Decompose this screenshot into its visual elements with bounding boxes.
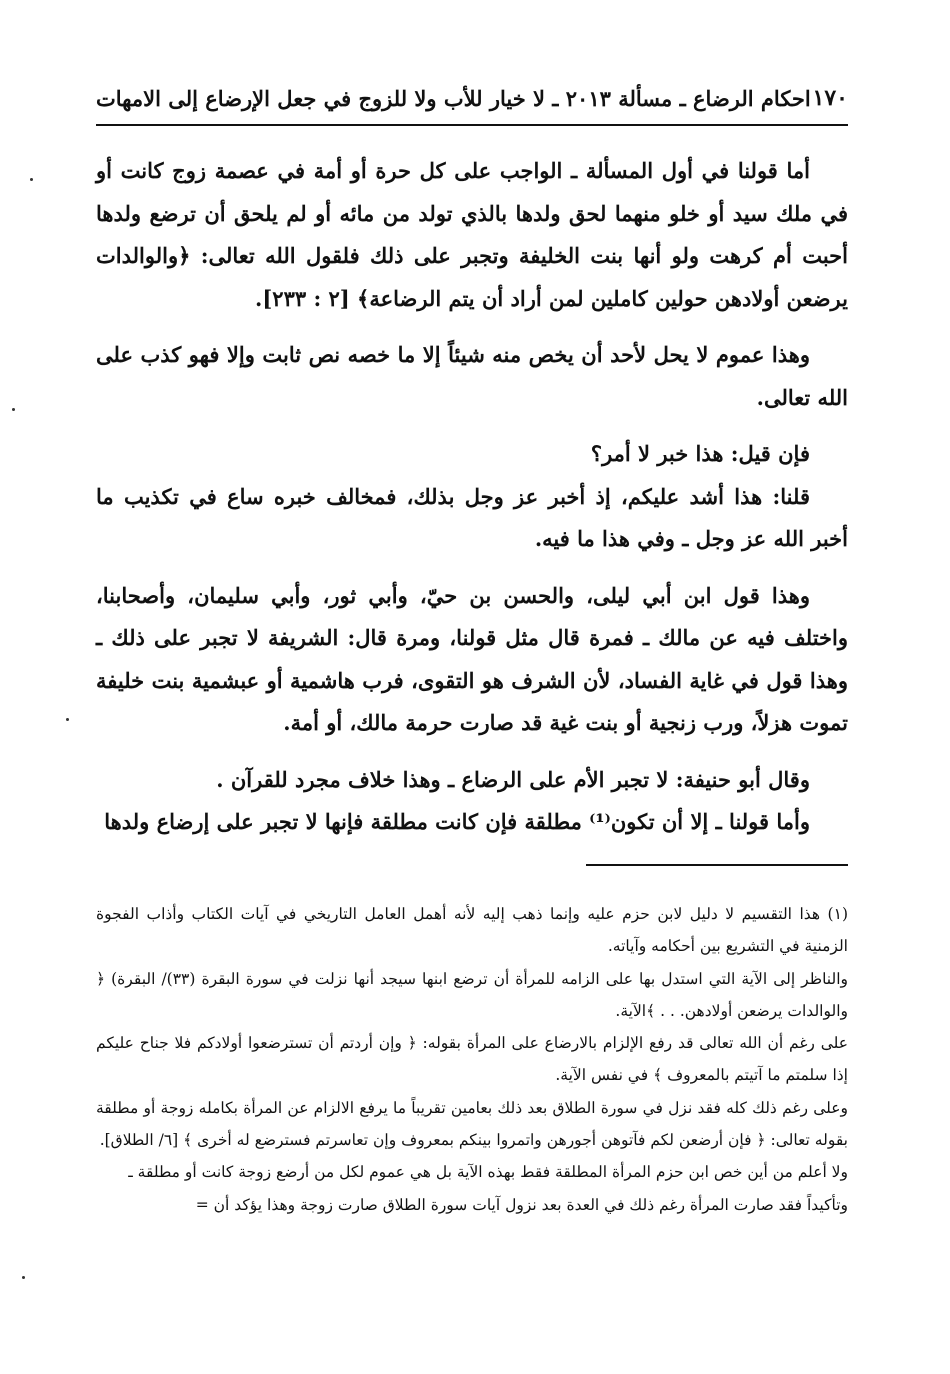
running-title: احكام الرضاع ـ مسألة ٢٠١٣ ـ لا خيار للأب ولا للزوج في جعل الإرضاع إلى الامهات	[96, 85, 811, 111]
page-number: ١٧٠	[812, 85, 848, 111]
paragraph: أما قولنا في أول المسألة ـ الواجب على كل حرة أو أمة في عصمة زوج كانت أو في ملك سيد أو خلو منهما لحق ولدها بالذي تولد من مائه أو لم يلحق أن ترضع ولدها أحبت أم كرهت ولو أنها بنت الخليفة وتجبر على ذلك فلقول الله تعالى: ﴿والوالدات يرضعن أولادهن حولين كاملين لمن أراد أن يتم الرضاعة﴾ [٢ : ٢٣٣].	[96, 158, 848, 311]
footnote: على رغم أن الله تعالى قد رفع الإلزام بالارضاع على المرأة بقوله: ﴿ وإن أردتم أن تسترضعوا أولادكم فلا جناح عليكم إذا سلمتم ما آتيتم بالمعروف ﴾ في نفس الآية.	[96, 1034, 848, 1085]
paragraph: وأما قولنا ـ إلا أن تكون⁽¹⁾ مطلقة فإن كانت مطلقة فإنها لا تجبر على إرضاع ولدها	[104, 809, 810, 834]
footnote: وعلى رغم ذلك كله فقد نزل في سورة الطلاق بعد ذلك بعامين تقريباً ما يرفع الالزام عن المرأة بكامله زوجة أو مطلقة بقوله تعالى: ﴿ فإن أرضعن لكم فآتوهن أجورهن واتمروا بينكم بمعروف وإن تعاسرتم فسترضع له أخرى ﴾ [٦/ الطلاق].	[96, 1098, 848, 1150]
paragraph: وهذا قول ابن أبي ليلى، والحسن بن حيّ، وأبي ثور، وأبي سليمان، وأصحابنا، واختلف فيه عن مالك ـ فمرة قال مثل قولنا، ومرة قال: الشريفة لا تجبر على ذلك ـ وهذا قول في غاية الفساد، لأن الشرف هو التقوى، فرب هاشمية أو عبشمية بنت خليفة تموت هزلاً، ورب زنجية أو بنت غية قد صارت حرمة مالك، أو أمة.	[96, 582, 848, 735]
main-text	[96, 150, 848, 844]
paragraph: فإن قيل: هذا خبر لا أمر؟	[590, 441, 810, 466]
paragraph: وقال أبو حنيفة: لا تجبر الأم على الرضاع ـ وهذا خلاف مجرد للقرآن .	[216, 766, 810, 792]
header-divider	[96, 124, 848, 126]
scan-speck	[22, 1276, 25, 1279]
footnote-divider	[586, 864, 848, 866]
footnote: ولا أعلم من أين خص ابن حزم المرأة المطلقة فقط بهذه الآية بل هي عموم لكل من أرضع زوجة كانت أو مطلقة ـ	[128, 1163, 848, 1182]
scan-speck	[66, 718, 69, 721]
paragraph: قلنا: هذا أشد عليكم، إذ أخبر عز وجل بذلك، فمخالف خبره ساع في تكذيب ما أخبر الله عز وجل ـ وفي هذا ما فيه.	[96, 483, 848, 551]
scan-speck	[12, 408, 15, 411]
scan-speck	[30, 178, 33, 181]
paragraph: وهذا عموم لا يحل لأحد أن يخص منه شيئاً إلا ما خصه نص ثابت وإلا فهو كذب على الله تعالى.	[96, 342, 848, 410]
running-header	[96, 76, 848, 120]
footnotes	[96, 898, 848, 1221]
footnote: والناظر إلى الآية التي استدل بها على الزامه للمرأة أن ترضع ابنها سيجد أنها نزلت في سورة البقرة (٣٣)/ البقرة) ﴿ والوالدات يرضعن أولادهن. . . ﴾الآية.	[96, 969, 848, 1020]
footnote: وتأكيداً فقد صارت المرأة رغم ذلك في العدة بعد نزول آيات سورة الطلاق صارت زوجة وهذا يؤكد أن =	[195, 1195, 848, 1214]
footnote: (١) هذا التقسيم لا دليل لابن حزم عليه وإنما ذهب إليه لأنه أهمل العامل التاريخي في آيات الكتاب وأذاب الفجوة الزمنية في التشريع بين أحكامه وآياته.	[96, 905, 848, 956]
